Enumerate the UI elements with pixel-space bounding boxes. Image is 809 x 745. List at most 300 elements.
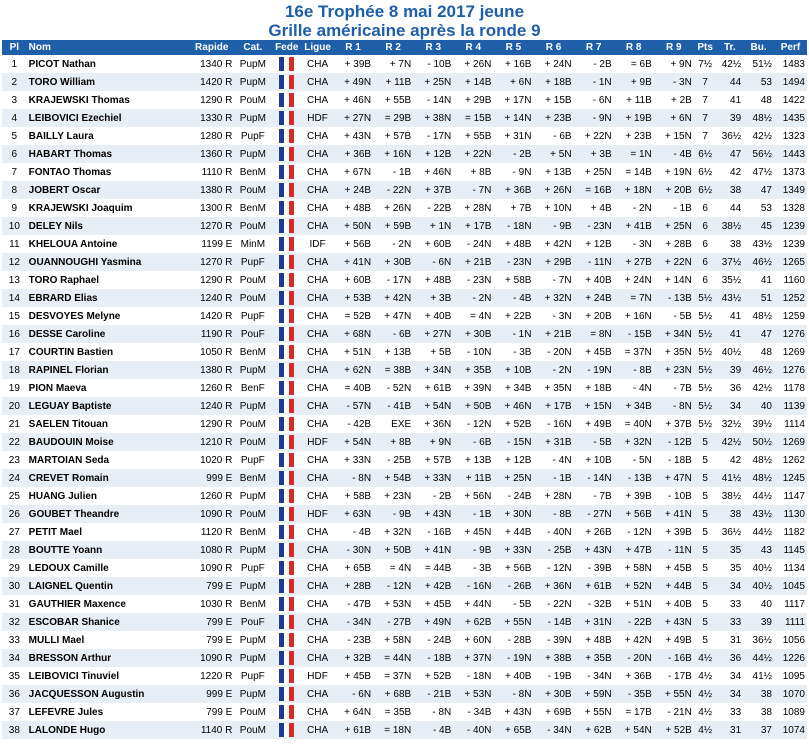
cell-pl: 35 xyxy=(2,667,27,685)
cell-perf: 1483 xyxy=(774,55,807,73)
cell-r7: - 27N xyxy=(574,505,614,523)
cell-rapide: 1199 E xyxy=(189,235,234,253)
cell-r5: - 15N xyxy=(493,433,533,451)
cell-r9: - 8N xyxy=(654,397,694,415)
cell-r7: - 5B xyxy=(574,433,614,451)
cell-r1: + 27N xyxy=(333,109,373,127)
cell-bu: 48 xyxy=(743,343,774,361)
cell-rapide: 799 E xyxy=(189,613,234,631)
table-row xyxy=(2,667,807,685)
cell-perf: 1269 xyxy=(774,343,807,361)
cell-r3: + 34N xyxy=(413,361,453,379)
cell-perf: 1074 xyxy=(774,721,807,739)
cell-ligue: CHA xyxy=(302,721,333,739)
cell-r1: + 51N xyxy=(333,343,373,361)
cell-r1: + 54N xyxy=(333,433,373,451)
header-r8: R 8 xyxy=(614,40,654,55)
cell-perf: 1145 xyxy=(774,541,807,559)
cell-r5: + 6N xyxy=(493,73,533,91)
cell-cat: PupM xyxy=(234,145,271,163)
cell-pl: 18 xyxy=(2,361,27,379)
cell-rapide: 1260 R xyxy=(189,379,234,397)
cell-r9: + 25N xyxy=(654,217,694,235)
cell-r8: = 37N xyxy=(614,343,654,361)
cell-r1: + 41N xyxy=(333,253,373,271)
cell-cat: PupM xyxy=(234,541,271,559)
cell-r4: + 60N xyxy=(453,631,493,649)
cell-r6: - 39N xyxy=(533,631,573,649)
cell-r4: - 34B xyxy=(453,703,493,721)
cell-r2: - 25B xyxy=(373,451,413,469)
cell-r9: + 35N xyxy=(654,343,694,361)
cell-r2: + 50B xyxy=(373,541,413,559)
cell-r8: + 58N xyxy=(614,559,654,577)
cell-perf: 1226 xyxy=(774,649,807,667)
cell-r8: + 9B xyxy=(614,73,654,91)
cell-pts: 5½ xyxy=(694,415,717,433)
cell-r9: + 15N xyxy=(654,127,694,145)
cell-pts: 4½ xyxy=(694,721,717,739)
cell-r4: - 6B xyxy=(453,433,493,451)
cell-tr: 40½ xyxy=(716,343,743,361)
cell-pl: 23 xyxy=(2,451,27,469)
cell-rapide: 1380 R xyxy=(189,361,234,379)
cell-r5: - 5B xyxy=(493,595,533,613)
cell-cat: BenM xyxy=(234,523,271,541)
cell-perf: 1239 xyxy=(774,217,807,235)
cell-r9: - 7B xyxy=(654,379,694,397)
cell-cat: MinM xyxy=(234,235,271,253)
cell-r6: - 14B xyxy=(533,613,573,631)
france-flag-icon xyxy=(279,453,294,467)
cell-bu: 48½ xyxy=(743,307,774,325)
cell-nom: LEIBOVICI Tinuviel xyxy=(27,667,189,685)
cell-r1: - 4B xyxy=(333,523,373,541)
cell-pl: 38 xyxy=(2,721,27,739)
cell-bu: 43 xyxy=(743,541,774,559)
cell-pts: 4½ xyxy=(694,667,717,685)
cell-tr: 33 xyxy=(716,613,743,631)
cell-r4: - 3B xyxy=(453,559,493,577)
cell-r1: + 33N xyxy=(333,451,373,469)
header-cat: Cat. xyxy=(234,40,271,55)
header-pts: Pts xyxy=(694,40,717,55)
cell-r2: + 13B xyxy=(373,343,413,361)
cell-tr: 42½ xyxy=(716,55,743,73)
cell-r2: - 1B xyxy=(373,163,413,181)
cell-r1: = 40B xyxy=(333,379,373,397)
cell-cat: PouF xyxy=(234,613,271,631)
france-flag-icon xyxy=(279,345,294,359)
cell-nom: SAELEN Titouan xyxy=(27,415,189,433)
cell-fede xyxy=(271,217,302,235)
cell-pts: 7 xyxy=(694,127,717,145)
table-row xyxy=(2,397,807,415)
cell-ligue: CHA xyxy=(302,631,333,649)
cell-r3: - 17N xyxy=(413,127,453,145)
cell-r9: + 34N xyxy=(654,325,694,343)
cell-pl: 32 xyxy=(2,613,27,631)
cell-fede xyxy=(271,631,302,649)
cell-rapide: 1110 R xyxy=(189,163,234,181)
cell-r2: = 29B xyxy=(373,109,413,127)
cell-r2: - 6B xyxy=(373,325,413,343)
cell-nom: BAILLY Laura xyxy=(27,127,189,145)
cell-r4: + 29B xyxy=(453,91,493,109)
cell-rapide: 1090 R xyxy=(189,649,234,667)
cell-r5: - 9N xyxy=(493,163,533,181)
cell-ligue: CHA xyxy=(302,73,333,91)
cell-fede xyxy=(271,73,302,91)
cell-r6: + 21B xyxy=(533,325,573,343)
cell-r5: + 46N xyxy=(493,397,533,415)
header-nom: Nom xyxy=(27,40,189,55)
table-row xyxy=(2,289,807,307)
cell-ligue: CHA xyxy=(302,469,333,487)
cell-r7: + 12B xyxy=(574,235,614,253)
cell-r2: + 11B xyxy=(373,73,413,91)
cell-pts: 5 xyxy=(694,523,717,541)
cell-r6: + 31B xyxy=(533,433,573,451)
cell-ligue: CHA xyxy=(302,307,333,325)
cell-r5: - 24B xyxy=(493,487,533,505)
cell-fede xyxy=(271,451,302,469)
cell-r3: + 41N xyxy=(413,541,453,559)
cell-ligue: CHA xyxy=(302,145,333,163)
cell-ligue: CHA xyxy=(302,487,333,505)
france-flag-icon xyxy=(279,381,294,395)
cell-r2: - 22N xyxy=(373,181,413,199)
cell-r6: - 6B xyxy=(533,127,573,145)
cell-r5: + 36B xyxy=(493,181,533,199)
cell-r5: + 25N xyxy=(493,469,533,487)
cell-r7: + 3B xyxy=(574,145,614,163)
cell-pl: 7 xyxy=(2,163,27,181)
cell-fede xyxy=(271,343,302,361)
cell-r2: + 30B xyxy=(373,253,413,271)
cell-cat: PouM xyxy=(234,415,271,433)
cell-r4: - 10N xyxy=(453,343,493,361)
cell-fede xyxy=(271,109,302,127)
cell-ligue: CHA xyxy=(302,523,333,541)
cell-r3: - 2B xyxy=(413,487,453,505)
cell-bu: 44½ xyxy=(743,649,774,667)
france-flag-icon xyxy=(279,165,294,179)
cell-ligue: IDF xyxy=(302,235,333,253)
cell-pl: 25 xyxy=(2,487,27,505)
cell-ligue: CHA xyxy=(302,163,333,181)
cell-r8: + 41B xyxy=(614,217,654,235)
cell-cat: PupM xyxy=(234,361,271,379)
cell-nom: LEGUAY Baptiste xyxy=(27,397,189,415)
cell-r3: + 49N xyxy=(413,613,453,631)
cell-perf: 1328 xyxy=(774,199,807,217)
cell-perf: 1111 xyxy=(774,613,807,631)
cell-r9: - 12B xyxy=(654,433,694,451)
header-bu: Bu. xyxy=(743,40,774,55)
cell-tr: 42 xyxy=(716,451,743,469)
france-flag-icon xyxy=(279,687,294,701)
cell-cat: PouM xyxy=(234,271,271,289)
cell-r9: - 16B xyxy=(654,649,694,667)
cell-r3: + 1N xyxy=(413,217,453,235)
cell-fede xyxy=(271,271,302,289)
cell-r8: - 4N xyxy=(614,379,654,397)
cell-tr: 38 xyxy=(716,181,743,199)
france-flag-icon xyxy=(279,651,294,665)
page-subtitle: Grille américaine après la ronde 9 xyxy=(268,21,541,40)
france-flag-icon xyxy=(279,219,294,233)
cell-bu: 51 xyxy=(743,289,774,307)
cell-cat: BenM xyxy=(234,595,271,613)
table-row xyxy=(2,721,807,739)
cell-r3: + 38N xyxy=(413,109,453,127)
cell-r9: + 14N xyxy=(654,271,694,289)
cell-rapide: 1020 R xyxy=(189,451,234,469)
cell-perf: 1239 xyxy=(774,235,807,253)
cell-r1: - 30N xyxy=(333,541,373,559)
france-flag-icon xyxy=(279,723,294,737)
cell-r1: - 47B xyxy=(333,595,373,613)
france-flag-icon xyxy=(279,75,294,89)
table-row xyxy=(2,163,807,181)
cell-r6: - 34N xyxy=(533,721,573,739)
cell-cat: PupM xyxy=(234,487,271,505)
cell-pl: 34 xyxy=(2,649,27,667)
cell-r1: + 28B xyxy=(333,577,373,595)
cell-r8: = 40N xyxy=(614,415,654,433)
cell-r2: = 38B xyxy=(373,361,413,379)
cell-r6: + 69B xyxy=(533,703,573,721)
cell-cat: PupF xyxy=(234,667,271,685)
cell-r6: + 18B xyxy=(533,73,573,91)
cell-pl: 28 xyxy=(2,541,27,559)
cell-r2: - 9B xyxy=(373,505,413,523)
cell-r8: + 54N xyxy=(614,721,654,739)
cell-pts: 5 xyxy=(694,541,717,559)
table-row xyxy=(2,91,807,109)
cell-pts: 5 xyxy=(694,613,717,631)
cell-perf: 1494 xyxy=(774,73,807,91)
cell-perf: 1095 xyxy=(774,667,807,685)
cell-r1: + 45B xyxy=(333,667,373,685)
cell-tr: 47 xyxy=(716,145,743,163)
france-flag-icon xyxy=(279,543,294,557)
cell-pl: 8 xyxy=(2,181,27,199)
cell-pts: 6 xyxy=(694,235,717,253)
cell-r9: - 5B xyxy=(654,307,694,325)
cell-rapide: 1360 R xyxy=(189,145,234,163)
cell-tr: 35 xyxy=(716,541,743,559)
cell-perf: 1259 xyxy=(774,307,807,325)
cell-r4: = 4N xyxy=(453,307,493,325)
france-flag-icon xyxy=(279,435,294,449)
cell-ligue: CHA xyxy=(302,649,333,667)
table-row xyxy=(2,181,807,199)
cell-nom: CREVET Romain xyxy=(27,469,189,487)
cell-bu: 36½ xyxy=(743,631,774,649)
cell-ligue: CHA xyxy=(302,55,333,73)
table-row xyxy=(2,253,807,271)
cell-bu: 40½ xyxy=(743,577,774,595)
cell-perf: 1178 xyxy=(774,379,807,397)
cell-rapide: 999 E xyxy=(189,685,234,703)
cell-bu: 47 xyxy=(743,325,774,343)
cell-r6: + 38B xyxy=(533,649,573,667)
cell-r7: + 15N xyxy=(574,397,614,415)
cell-pl: 27 xyxy=(2,523,27,541)
cell-ligue: HDF xyxy=(302,667,333,685)
cell-rapide: 1090 R xyxy=(189,505,234,523)
table-row xyxy=(2,451,807,469)
cell-bu: 40 xyxy=(743,595,774,613)
france-flag-icon xyxy=(279,111,294,125)
cell-pl: 1 xyxy=(2,55,27,73)
cell-r8: - 12N xyxy=(614,523,654,541)
cell-fede xyxy=(271,595,302,613)
cell-r5: + 58B xyxy=(493,271,533,289)
cell-ligue: CHA xyxy=(302,415,333,433)
cell-r4: + 44N xyxy=(453,595,493,613)
cell-ligue: CHA xyxy=(302,199,333,217)
cell-fede xyxy=(271,91,302,109)
cell-tr: 37½ xyxy=(716,253,743,271)
cell-rapide: 1240 R xyxy=(189,289,234,307)
cell-r2: - 2N xyxy=(373,235,413,253)
cell-pts: 5 xyxy=(694,487,717,505)
cell-nom: PICOT Nathan xyxy=(27,55,189,73)
cell-pl: 37 xyxy=(2,703,27,721)
table-row xyxy=(2,379,807,397)
cell-rapide: 1380 R xyxy=(189,181,234,199)
cell-r3: = 44B xyxy=(413,559,453,577)
header-r9: R 9 xyxy=(654,40,694,55)
table-row xyxy=(2,109,807,127)
cell-rapide: 1340 R xyxy=(189,55,234,73)
cell-r8: + 27B xyxy=(614,253,654,271)
cell-r1: - 6N xyxy=(333,685,373,703)
cell-r9: + 55N xyxy=(654,685,694,703)
cell-pts: 5½ xyxy=(694,361,717,379)
cell-r3: - 18B xyxy=(413,649,453,667)
cell-r2: = 37N xyxy=(373,667,413,685)
cell-r4: + 22N xyxy=(453,145,493,163)
cell-r7: + 18B xyxy=(574,379,614,397)
cell-tr: 41 xyxy=(716,91,743,109)
cell-nom: OUANNOUGHI Yasmina xyxy=(27,253,189,271)
france-flag-icon xyxy=(279,147,294,161)
france-flag-icon xyxy=(279,327,294,341)
cell-nom: MARTOIAN Seda xyxy=(27,451,189,469)
cell-r8: - 35B xyxy=(614,685,654,703)
cell-bu: 48½ xyxy=(743,469,774,487)
cell-r8: + 42N xyxy=(614,631,654,649)
cell-r9: + 45B xyxy=(654,559,694,577)
cell-r9: + 28B xyxy=(654,235,694,253)
cell-ligue: CHA xyxy=(302,361,333,379)
cell-r7: - 9N xyxy=(574,109,614,127)
cell-nom: MULLI Mael xyxy=(27,631,189,649)
cell-r7: + 4B xyxy=(574,199,614,217)
cell-bu: 39½ xyxy=(743,415,774,433)
cell-pl: 9 xyxy=(2,199,27,217)
cell-pl: 31 xyxy=(2,595,27,613)
cell-r4: - 7N xyxy=(453,181,493,199)
cell-pts: 7½ xyxy=(694,55,717,73)
cell-r5: + 43N xyxy=(493,703,533,721)
cell-r5: - 2B xyxy=(493,145,533,163)
cell-bu: 48½ xyxy=(743,451,774,469)
cell-bu: 53 xyxy=(743,73,774,91)
cell-perf: 1269 xyxy=(774,433,807,451)
cell-perf: 1139 xyxy=(774,397,807,415)
cell-pl: 11 xyxy=(2,235,27,253)
cell-perf: 1147 xyxy=(774,487,807,505)
cell-cat: PupF xyxy=(234,127,271,145)
cell-r4: + 28N xyxy=(453,199,493,217)
cell-tr: 34 xyxy=(716,667,743,685)
cell-bu: 40 xyxy=(743,397,774,415)
cell-bu: 53 xyxy=(743,199,774,217)
cell-r6: + 36N xyxy=(533,577,573,595)
cell-rapide: 1210 R xyxy=(189,433,234,451)
cell-cat: PupM xyxy=(234,631,271,649)
cell-nom: BAUDOUIN Moise xyxy=(27,433,189,451)
cell-cat: BenM xyxy=(234,199,271,217)
cell-r8: - 13B xyxy=(614,469,654,487)
cell-r1: + 24B xyxy=(333,181,373,199)
cell-r2: + 16N xyxy=(373,145,413,163)
cell-r6: + 15B xyxy=(533,91,573,109)
cell-r5: + 55N xyxy=(493,613,533,631)
cell-r7: - 2B xyxy=(574,55,614,73)
cell-r4: + 35B xyxy=(453,361,493,379)
cell-pl: 22 xyxy=(2,433,27,451)
cell-r7: + 55N xyxy=(574,703,614,721)
cell-r2: + 68B xyxy=(373,685,413,703)
cell-r4: + 30B xyxy=(453,325,493,343)
france-flag-icon xyxy=(279,255,294,269)
table-row xyxy=(2,361,807,379)
cell-pts: 5 xyxy=(694,631,717,649)
cell-r4: - 2N xyxy=(453,289,493,307)
cell-tr: 36½ xyxy=(716,523,743,541)
cell-r5: + 48B xyxy=(493,235,533,253)
cell-fede xyxy=(271,469,302,487)
cell-r6: + 17B xyxy=(533,397,573,415)
cell-nom: FONTAO Thomas xyxy=(27,163,189,181)
cell-perf: 1252 xyxy=(774,289,807,307)
cell-pts: 5 xyxy=(694,595,717,613)
cell-pl: 36 xyxy=(2,685,27,703)
cell-r9: + 19N xyxy=(654,163,694,181)
header-r6: R 6 xyxy=(533,40,573,55)
france-flag-icon xyxy=(279,471,294,485)
cell-nom: LAIGNEL Quentin xyxy=(27,577,189,595)
table-header-row xyxy=(2,40,807,55)
table-row xyxy=(2,73,807,91)
cell-rapide: 1270 R xyxy=(189,217,234,235)
cell-r6: - 1B xyxy=(533,469,573,487)
cell-r8: + 39B xyxy=(614,487,654,505)
cell-fede xyxy=(271,397,302,415)
cell-r9: + 37B xyxy=(654,415,694,433)
cell-r1: + 48B xyxy=(333,199,373,217)
cell-nom: PETIT Mael xyxy=(27,523,189,541)
cell-pl: 20 xyxy=(2,397,27,415)
cell-perf: 1323 xyxy=(774,127,807,145)
cell-tr: 41 xyxy=(716,307,743,325)
